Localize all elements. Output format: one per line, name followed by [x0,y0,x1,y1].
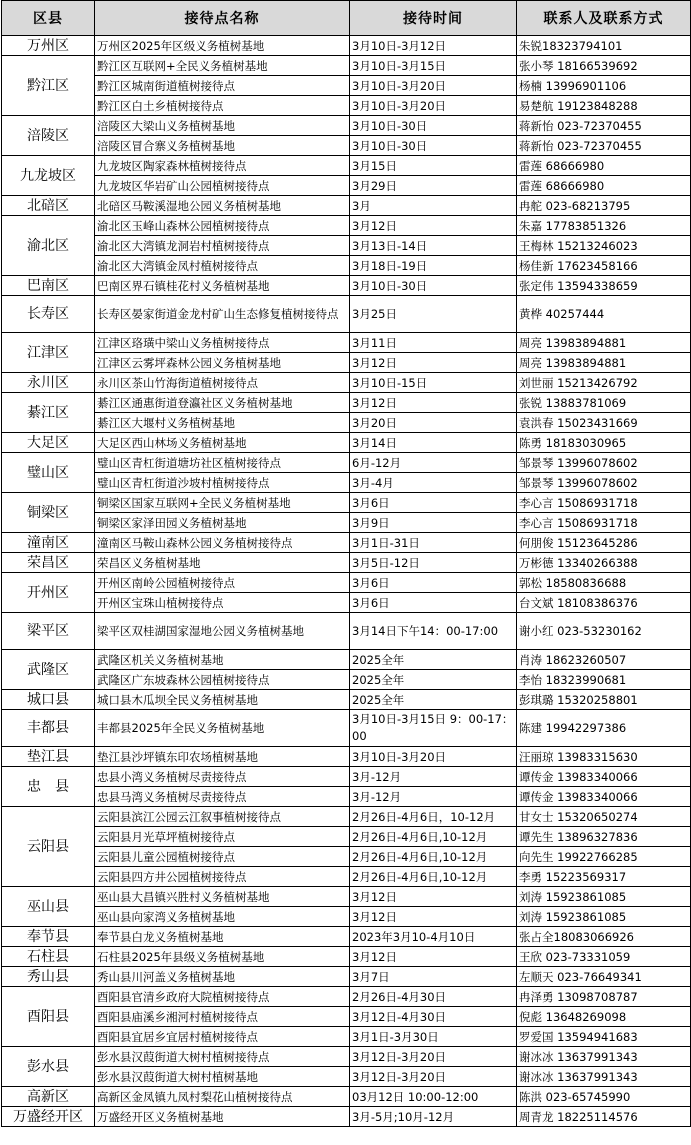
district-cell: 铜梁区 [2,493,95,533]
contact-cell: 左顺天 023-76649341 [517,967,691,987]
header-district: 区县 [2,1,95,36]
reception-time-cell: 3月-12月 [350,767,517,787]
site-name-cell: 渝北区玉峰山森林公园植树接待点 [95,216,350,236]
site-name-cell: 丰都县2025年全民义务植树基地 [95,710,350,747]
contact-cell: 倪彪 13648269098 [517,1007,691,1027]
table-row [2,393,691,413]
table-row [2,787,691,807]
district-cell: 巴南区 [2,276,95,296]
site-name-cell: 黔江区城南街道植树接待点 [95,76,350,96]
reception-time-cell: 3月25日 [350,296,517,333]
contact-cell: 向先生 19922766285 [517,847,691,867]
contact-cell: 谭先生 13896327836 [517,827,691,847]
district-cell: 忠 县 [2,767,95,807]
reception-time-cell: 3月10日-15日 [350,373,517,393]
table-row [2,907,691,927]
district-cell: 酉阳县 [2,987,95,1047]
table-row [2,927,691,947]
contact-cell: 李心言 15086931718 [517,493,691,513]
contact-cell: 王梅林 15213246023 [517,236,691,256]
district-cell: 黔江区 [2,56,95,116]
reception-time-cell: 3月6日 [350,493,517,513]
reception-time-cell: 6月-12月 [350,453,517,473]
table-row [2,1007,691,1027]
reception-time-cell: 2月26日-4月6日,10-12月 [350,867,517,887]
district-cell: 永川区 [2,373,95,393]
table-row [2,573,691,593]
table-row [2,136,691,156]
reception-time-cell: 3月10日-3月20日 [350,747,517,767]
contact-cell: 陈洪 023-65745990 [517,1087,691,1107]
table-row [2,116,691,136]
site-name-cell: 垫江县沙坪镇东印农场植树基地 [95,747,350,767]
reception-time-cell: 2025全年 [350,670,517,690]
reception-time-cell: 3月12日 [350,216,517,236]
table-row [2,96,691,116]
site-name-cell: 巫山县大昌镇兴胜村义务植树基地 [95,887,350,907]
district-cell: 城口县 [2,690,95,710]
site-name-cell: 忠县马湾义务植树尽责接待点 [95,787,350,807]
site-name-cell: 彭水县汉葭街道大树村植树接待点 [95,1047,350,1067]
reception-time-cell: 3月-4月 [350,473,517,493]
district-cell: 开州区 [2,573,95,613]
contact-cell: 王欣 023-73331059 [517,947,691,967]
table-row [2,196,691,216]
reception-time-cell: 2025全年 [350,650,517,670]
table-row [2,1067,691,1087]
table-row [2,513,691,533]
contact-cell: 张定伟 13594338659 [517,276,691,296]
reception-time-cell: 3月18日-19日 [350,256,517,276]
site-name-cell: 江津区云雾坪森林公园义务植树基地 [95,353,350,373]
contact-cell: 谢冰冰 13637991343 [517,1047,691,1067]
table-row [2,333,691,353]
table-row [2,493,691,513]
district-cell: 涪陵区 [2,116,95,156]
reception-time-cell: 3月12日 [350,887,517,907]
district-cell: 九龙坡区 [2,156,95,196]
site-name-cell: 九龙坡区华岩矿山公园植树接待点 [95,176,350,196]
reception-time-cell: 3月12日 [350,907,517,927]
reception-time-cell: 3月1日-31日 [350,533,517,553]
site-name-cell: 黔江区白土乡植树接待点 [95,96,350,116]
reception-time-cell: 3月10日-30日 [350,276,517,296]
table-row [2,533,691,553]
reception-time-cell: 3月10日-30日 [350,116,517,136]
reception-time-cell: 2月26日-4月6日,10-12月 [350,847,517,867]
contact-cell: 周亮 13983894881 [517,353,691,373]
table-row [2,76,691,96]
table-row [2,413,691,433]
table-row [2,36,691,56]
table-row [2,473,691,493]
contact-cell: 冉泽勇 13098708787 [517,987,691,1007]
site-name-cell: 九龙坡区陶家森林植树接待点 [95,156,350,176]
contact-cell: 谢冰冰 13637991343 [517,1067,691,1087]
contact-cell: 李心言 15086931718 [517,513,691,533]
site-name-cell: 永川区茶山竹海街道植树接待点 [95,373,350,393]
reception-time-cell: 3月9日 [350,513,517,533]
table-row [2,987,691,1007]
contact-cell: 蒋新怡 023-72370455 [517,136,691,156]
reception-time-cell: 3月12日-4月30日 [350,1007,517,1027]
table-row [2,887,691,907]
reception-time-cell: 2月26日-4月6日，10-12月 [350,807,517,827]
table-row [2,216,691,236]
reception-time-cell: 3月14日下午14：00-17:00 [350,613,517,650]
table-row [2,867,691,887]
reception-time-cell: 3月15日 [350,156,517,176]
site-name-cell: 綦江区大堰村义务植树基地 [95,413,350,433]
district-cell: 大足区 [2,433,95,453]
site-name-cell: 巴南区界石镇桂花村义务植树基地 [95,276,350,296]
reception-time-cell: 2月26日-4月6日,10-12月 [350,827,517,847]
reception-time-cell: 3月11日 [350,333,517,353]
contact-cell: 谢小红 023-53230162 [517,613,691,650]
site-name-cell: 万州区2025年区级义务植树基地 [95,36,350,56]
contact-cell: 刘涛 15923861085 [517,887,691,907]
reception-time-cell: 3月12日 [350,947,517,967]
table-row [2,670,691,690]
table-row [2,593,691,613]
site-name-cell: 酉阳县官清乡政府大院植树接待点 [95,987,350,1007]
contact-cell: 杨佳新 17623458166 [517,256,691,276]
reception-time-cell: 3月6日 [350,593,517,613]
district-cell: 彭水县 [2,1047,95,1087]
reception-time-cell: 3月29日 [350,176,517,196]
site-name-cell: 云阳县月光草坪植树接待点 [95,827,350,847]
reception-time-cell: 3月12日-3月20日 [350,1067,517,1087]
district-cell: 梁平区 [2,613,95,650]
table-row [2,690,691,710]
site-name-cell: 大足区西山林场义务植树基地 [95,433,350,453]
site-name-cell: 渝北区大湾镇龙洞岩村植树接待点 [95,236,350,256]
header-row [2,1,691,36]
district-cell: 高新区 [2,1087,95,1107]
site-name-cell: 涪陵区大梁山义务植树基地 [95,116,350,136]
district-cell: 万州区 [2,36,95,56]
reception-time-cell: 3月10日-3月15日 9：00-17：00 [350,710,517,747]
table-row [2,453,691,473]
contact-cell: 雷莲 68666980 [517,156,691,176]
site-name-cell: 渝北区大湾镇金凤村植树接待点 [95,256,350,276]
site-name-cell: 云阳县儿童公园植树接待点 [95,847,350,867]
contact-cell: 罗爱国 13594941683 [517,1027,691,1047]
contact-cell: 汪丽琼 13983315630 [517,747,691,767]
contact-cell: 万彬德 13340266388 [517,553,691,573]
table-row [2,296,691,333]
table-row [2,1087,691,1107]
table-row [2,1107,691,1127]
table-body [2,36,691,1127]
contact-cell: 张占全18083066926 [517,927,691,947]
table-row [2,847,691,867]
reception-time-cell: 2023年3月10-4月10日 [350,927,517,947]
reception-time-cell: 3月-12月 [350,787,517,807]
site-name-cell: 酉阳县宜居乡宜居村植树接待点 [95,1027,350,1047]
site-name-cell: 高新区金凤镇九凤村梨花山植树接待点 [95,1087,350,1107]
district-cell: 垫江县 [2,747,95,767]
contact-cell: 易楚航 19123848288 [517,96,691,116]
contact-cell: 朱嘉 17783851326 [517,216,691,236]
reception-time-cell: 3月10日-3月20日 [350,76,517,96]
header-contact: 联系人及联系方式 [517,1,691,36]
table-row [2,767,691,787]
reception-time-cell: 3月6日 [350,573,517,593]
site-name-cell: 璧山区青杠街道塘坊社区植树接待点 [95,453,350,473]
table-row [2,256,691,276]
reception-time-cell: 2月26日-4月30日 [350,987,517,1007]
reception-time-cell: 2025全年 [350,690,517,710]
tree-planting-table [1,0,691,1127]
site-name-cell: 云阳县四方井公园植树接待点 [95,867,350,887]
reception-time-cell: 3月20日 [350,413,517,433]
table-row [2,967,691,987]
contact-cell: 雷莲 68666980 [517,176,691,196]
table-row [2,276,691,296]
site-name-cell: 綦江区通惠街道登瀛社区义务植树基地 [95,393,350,413]
site-name-cell: 巫山县向家湾义务植树基地 [95,907,350,927]
site-name-cell: 云阳县滨江公园云江叙事植树接待点 [95,807,350,827]
reception-time-cell: 3月12日 [350,393,517,413]
table-row [2,710,691,747]
reception-time-cell: 3月12日-3月20日 [350,1047,517,1067]
site-name-cell: 璧山区青杠街道沙坡村植树接待点 [95,473,350,493]
contact-cell: 蒋新怡 023-72370455 [517,116,691,136]
table-row [2,373,691,393]
contact-cell: 陈勇 18183030965 [517,433,691,453]
district-cell: 潼南区 [2,533,95,553]
table-row [2,807,691,827]
district-cell: 璧山区 [2,453,95,493]
header-reception-time: 接待时间 [350,1,517,36]
table-row [2,650,691,670]
contact-cell: 甘女士 15320650274 [517,807,691,827]
contact-cell: 台文斌 18108386376 [517,593,691,613]
reception-time-cell: 3月10日-3月12日 [350,36,517,56]
site-name-cell: 江津区珞璜中梁山义务植树接待点 [95,333,350,353]
table-row [2,1027,691,1047]
site-name-cell: 长寿区晏家街道金龙村矿山生态修复植树接待点 [95,296,350,333]
table-row [2,353,691,373]
site-name-cell: 武隆区广东坡森林公园植树接待点 [95,670,350,690]
contact-cell: 何朋俊 15123645286 [517,533,691,553]
contact-cell: 李勇 15223569317 [517,867,691,887]
contact-cell: 李怡 18323990681 [517,670,691,690]
contact-cell: 邹景琴 13996078602 [517,453,691,473]
site-name-cell: 涪陵区冒合寨义务植树基地 [95,136,350,156]
site-name-cell: 荣昌区义务植树基地 [95,553,350,573]
table-row [2,747,691,767]
contact-cell: 陈建 19942297386 [517,710,691,747]
district-cell: 渝北区 [2,216,95,276]
contact-cell: 谭传金 13983340066 [517,787,691,807]
reception-time-cell: 3月 [350,196,517,216]
district-cell: 丰都县 [2,710,95,747]
district-cell: 石柱县 [2,947,95,967]
site-name-cell: 城口县木瓜坝全民义务植树基地 [95,690,350,710]
table-row [2,156,691,176]
site-name-cell: 石柱县2025年县级义务植树基地 [95,947,350,967]
site-name-cell: 铜梁区国家互联网+全民义务植树基地 [95,493,350,513]
reception-time-cell: 3月1日-3月30日 [350,1027,517,1047]
site-name-cell: 黔江区互联网+全民义务植树基地 [95,56,350,76]
contact-cell: 刘涛 15923861085 [517,907,691,927]
reception-time-cell: 3月10日-3月20日 [350,96,517,116]
header-site-name: 接待点名称 [95,1,350,36]
table-row [2,613,691,650]
contact-cell: 谭传金 13983340066 [517,767,691,787]
table-row [2,176,691,196]
contact-cell: 黄桦 40257444 [517,296,691,333]
site-name-cell: 秀山县川河盖义务植树基地 [95,967,350,987]
site-name-cell: 酉阳县庙溪乡湘河村植树接待点 [95,1007,350,1027]
district-cell: 北碚区 [2,196,95,216]
district-cell: 万盛经开区 [2,1107,95,1127]
district-cell: 武隆区 [2,650,95,690]
district-cell: 云阳县 [2,807,95,887]
site-name-cell: 梁平区双桂湖国家湿地公园义务植树基地 [95,613,350,650]
site-name-cell: 开州区南岭公园植树接待点 [95,573,350,593]
district-cell: 奉节县 [2,927,95,947]
table-row [2,1047,691,1067]
contact-cell: 周青龙 18225114576 [517,1107,691,1127]
reception-time-cell: 3月-5月;10月-12月 [350,1107,517,1127]
contact-cell: 袁洪春 15023431669 [517,413,691,433]
contact-cell: 肖涛 18623260507 [517,650,691,670]
table-row [2,947,691,967]
district-cell: 长寿区 [2,296,95,333]
table-row [2,56,691,76]
site-name-cell: 奉节县白龙义务植树基地 [95,927,350,947]
reception-time-cell: 3月7日 [350,967,517,987]
table-row [2,433,691,453]
contact-cell: 朱锐18323794101 [517,36,691,56]
district-cell: 巫山县 [2,887,95,927]
district-cell: 荣昌区 [2,553,95,573]
district-cell: 綦江区 [2,393,95,433]
site-name-cell: 北碚区马鞍溪湿地公园义务植树基地 [95,196,350,216]
reception-time-cell: 3月13日-14日 [350,236,517,256]
site-name-cell: 铜梁区家泽田园义务植树基地 [95,513,350,533]
site-name-cell: 彭水县汉葭街道大树村植树基地 [95,1067,350,1087]
contact-cell: 彭琪璐 15320258801 [517,690,691,710]
contact-cell: 郭松 18580836688 [517,573,691,593]
reception-time-cell: 3月12日 [350,353,517,373]
contact-cell: 张锐 13883781069 [517,393,691,413]
contact-cell: 邹景琴 13996078602 [517,473,691,493]
district-cell: 秀山县 [2,967,95,987]
contact-cell: 杨楠 13996901106 [517,76,691,96]
reception-time-cell: 3月10日-30日 [350,136,517,156]
contact-cell: 周亮 13983894881 [517,333,691,353]
contact-cell: 冉舵 023-68213795 [517,196,691,216]
site-name-cell: 武隆区机关义务植树基地 [95,650,350,670]
contact-cell: 张小琴 18166539692 [517,56,691,76]
table-row [2,236,691,256]
district-cell: 江津区 [2,333,95,373]
reception-time-cell: 3月10日-3月15日 [350,56,517,76]
reception-time-cell: 03月12日 10:00-12:00 [350,1087,517,1107]
site-name-cell: 开州区宝珠山植树接待点 [95,593,350,613]
reception-time-cell: 3月14日 [350,433,517,453]
reception-time-cell: 3月5日-12日 [350,553,517,573]
contact-cell: 刘世丽 15213426792 [517,373,691,393]
site-name-cell: 潼南区马鞍山森林公园义务植树接待点 [95,533,350,553]
table-row [2,553,691,573]
table-row [2,827,691,847]
site-name-cell: 万盛经开区义务植树基地 [95,1107,350,1127]
site-name-cell: 忠县小湾义务植树尽责接待点 [95,767,350,787]
